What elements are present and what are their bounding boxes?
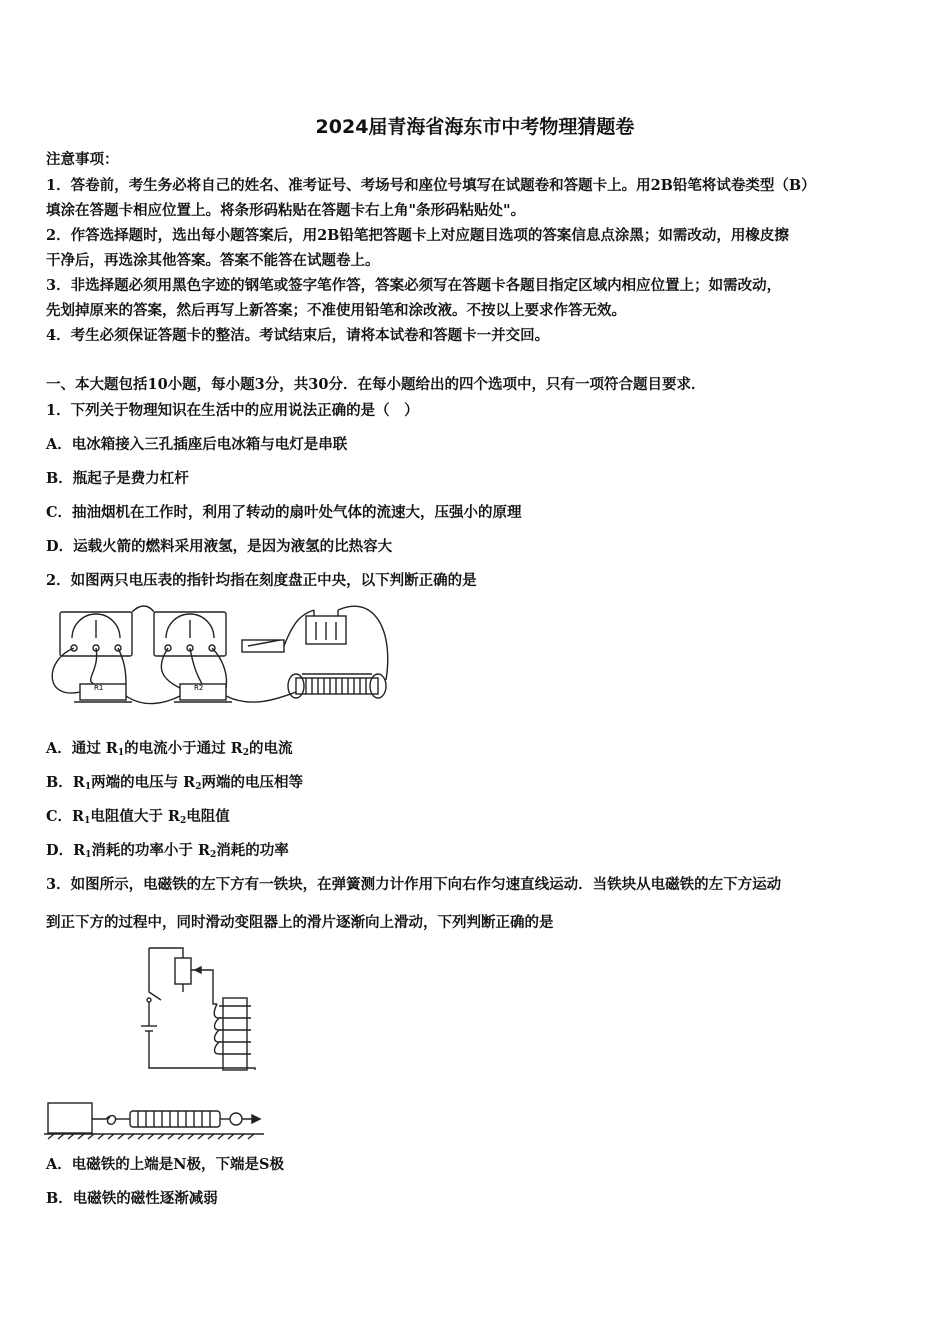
question-3-spring-scale-figure [44, 1097, 269, 1142]
question-2-option-d: D．$R_1$消耗的功率小于 $R_2$消耗的功率 [46, 842, 289, 860]
question-1-option-b: B．瓶起子是费力杠杆 [46, 470, 189, 487]
notice-line: 2．作答选择题时，选出每小题答案后，用2B铅笔把答题卡上对应题目选项的答案信息点涂黑；如需改动，用橡皮擦 [46, 227, 789, 244]
r2-label: R2 [194, 684, 204, 692]
question-1-stem: 1．下列关于物理知识在生活中的应用说法正确的是（ ） [46, 402, 419, 419]
question-3-stem-line-2: 到正下方的过程中，同时滑动变阻器上的滑片逐渐向上滑动，下列判断正确的是 [46, 914, 554, 931]
question-2-option-b: B．$R_1$两端的电压与 $R_2$两端的电压相等 [46, 774, 303, 792]
section-heading: 一、本大题包括10小题，每小题3分，共30分．在每小题给出的四个选项中，只有一项符合题目要求． [46, 376, 706, 393]
question-2-stem: 2．如图两只电压表的指针均指在刻度盘正中央，以下判断正确的是 [46, 572, 477, 589]
notice-line: 4．考生必须保证答题卡的整洁。考试结束后，请将本试卷和答题卡一并交回。 [46, 327, 550, 344]
page-title: 2024届青海省海东市中考物理猜题卷 [315, 116, 635, 138]
notice-line: 1．答卷前，考生务必将自己的姓名、准考证号、考场号和座位号填写在试题卷和答题卡上。用2B铅笔将试卷类型（B） [46, 177, 816, 194]
question-3-electromagnet-figure [135, 942, 265, 1077]
notice-heading: 注意事项： [46, 151, 119, 168]
question-3-stem-line-1: 3．如图所示，电磁铁的左下方有一铁块，在弹簧测力计作用下向右作匀速直线运动．当铁块从电磁铁的左下方运动 [46, 876, 782, 893]
notice-line: 干净后，再选涂其他答案。答案不能答在试题卷上。 [46, 252, 380, 269]
question-3-option-b: B．电磁铁的磁性逐渐减弱 [46, 1190, 218, 1207]
question-3-option-a: A．电磁铁的上端是N极，下端是S极 [46, 1156, 284, 1173]
question-1-option-c: C．抽油烟机在工作时，利用了转动的扇叶处气体的流速大，压强小的原理 [46, 504, 522, 521]
question-2-option-c: C．$R_1$电阻值大于 $R_2$电阻值 [46, 808, 230, 826]
question-2-circuit-figure [44, 600, 394, 710]
notice-line: 先划掉原来的答案，然后再写上新答案；不准使用铅笔和涂改液。不按以上要求作答无效。 [46, 302, 626, 319]
question-1-option-d: D．运载火箭的燃料采用液氢，是因为液氢的比热容大 [46, 538, 393, 555]
question-1-option-a: A．电冰箱接入三孔插座后电冰箱与电灯是串联 [46, 436, 348, 453]
notice-line: 填涂在答题卡相应位置上。将条形码粘贴在答题卡右上角"条形码粘贴处"。 [46, 202, 526, 219]
question-2-option-a: A．通过 $R_1$的电流小于通过 $R_2$的电流 [46, 740, 293, 758]
r1-label: R1 [94, 684, 104, 692]
notice-line: 3．非选择题必须用黑色字迹的钢笔或签字笔作答，答案必须写在答题卡各题目指定区域内相应位置上；如需改动， [46, 277, 782, 294]
